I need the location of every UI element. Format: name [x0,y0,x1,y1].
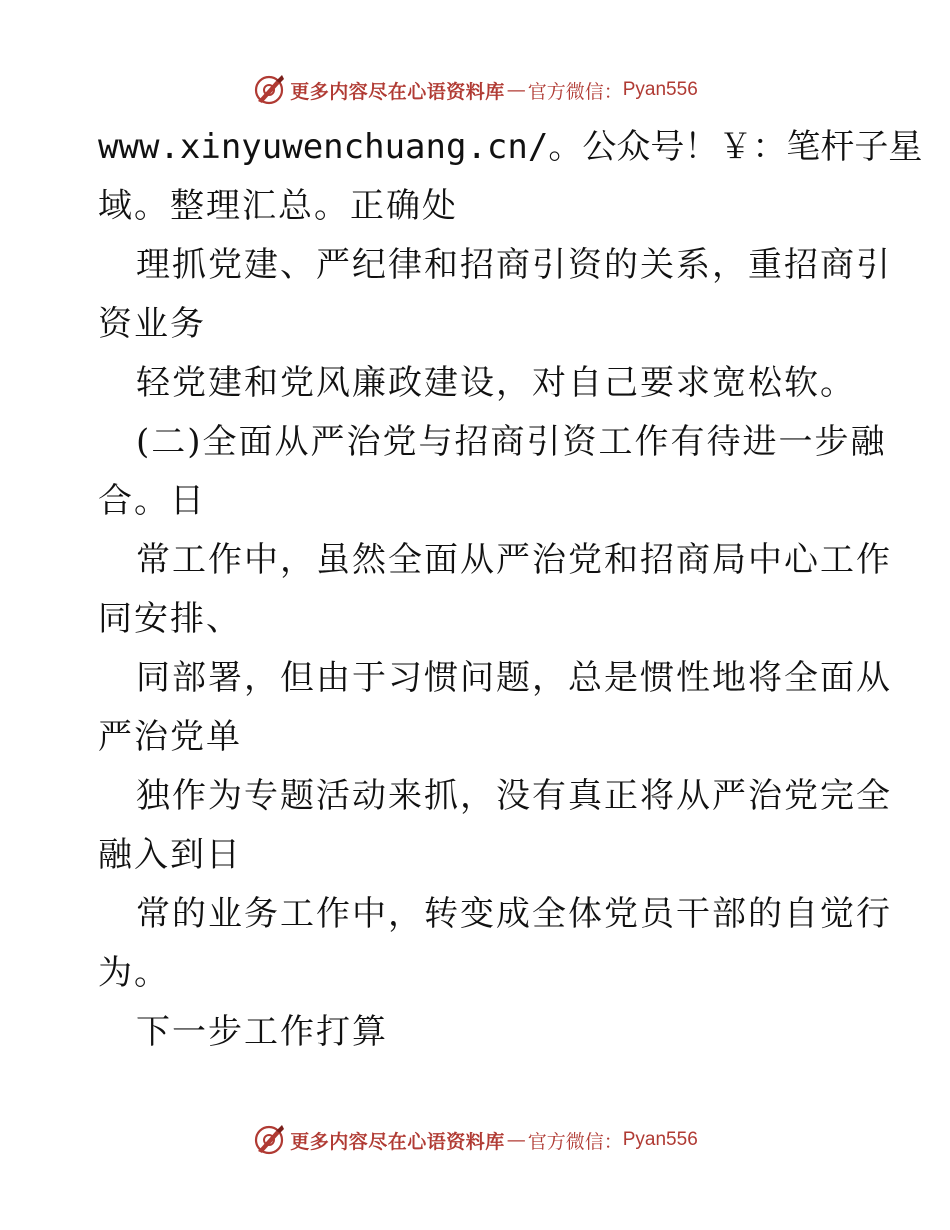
footer-banner [0,1120,950,1160]
banner-wechat-label: 官方微信： [527,80,623,103]
banner-wechat-id: Pyan556 [622,79,698,100]
banner-text: 更多内容尽在心语资料库 [290,1130,505,1153]
body-line: 同安排、 [98,599,242,639]
body-line: (二)全面从严治党与招商引资工作有待进一步融 [136,422,887,462]
body-line: 同部署，但由于习惯问题，总是惯性地将全面从 [136,658,892,698]
section-heading: 下一步工作打算 [136,1012,388,1052]
pen-logo-icon [252,73,286,107]
body-line: 合。日 [98,481,206,521]
body-line: 融入到日 [98,835,242,875]
body-line: 常工作中，虽然全面从严治党和招商局中心工作 [136,540,892,580]
body-line: 为。 [98,953,170,993]
body-line: 严治党单 [98,717,242,757]
banner-text: 更多内容尽在心语资料库 [290,80,505,103]
body-line: 理抓党建、严纪律和招商引资的关系，重招商引 [136,245,892,285]
banner-separator: — [506,1129,526,1151]
banner-separator: — [506,79,526,101]
body-line: 域。整理汇总。正确处 [98,186,458,226]
header-banner [0,70,950,110]
pen-logo-icon [252,1123,286,1157]
banner-wechat-id: Pyan556 [622,1129,698,1150]
body-line: 独作为专题活动来抓，没有真正将从严治党完全 [136,776,892,816]
body-line: 轻党建和党风廉政建设，对自己要求宽松软。 [136,363,856,403]
body-line: 资业务 [98,304,206,344]
body-line: www.xinyuwenchuang.cn/。公众号！￥：笔杆子星 [98,127,923,167]
body-line: 常的业务工作中，转变成全体党员干部的自觉行 [136,894,892,934]
banner-wechat-label: 官方微信： [527,1130,623,1153]
document-body [98,118,923,1062]
